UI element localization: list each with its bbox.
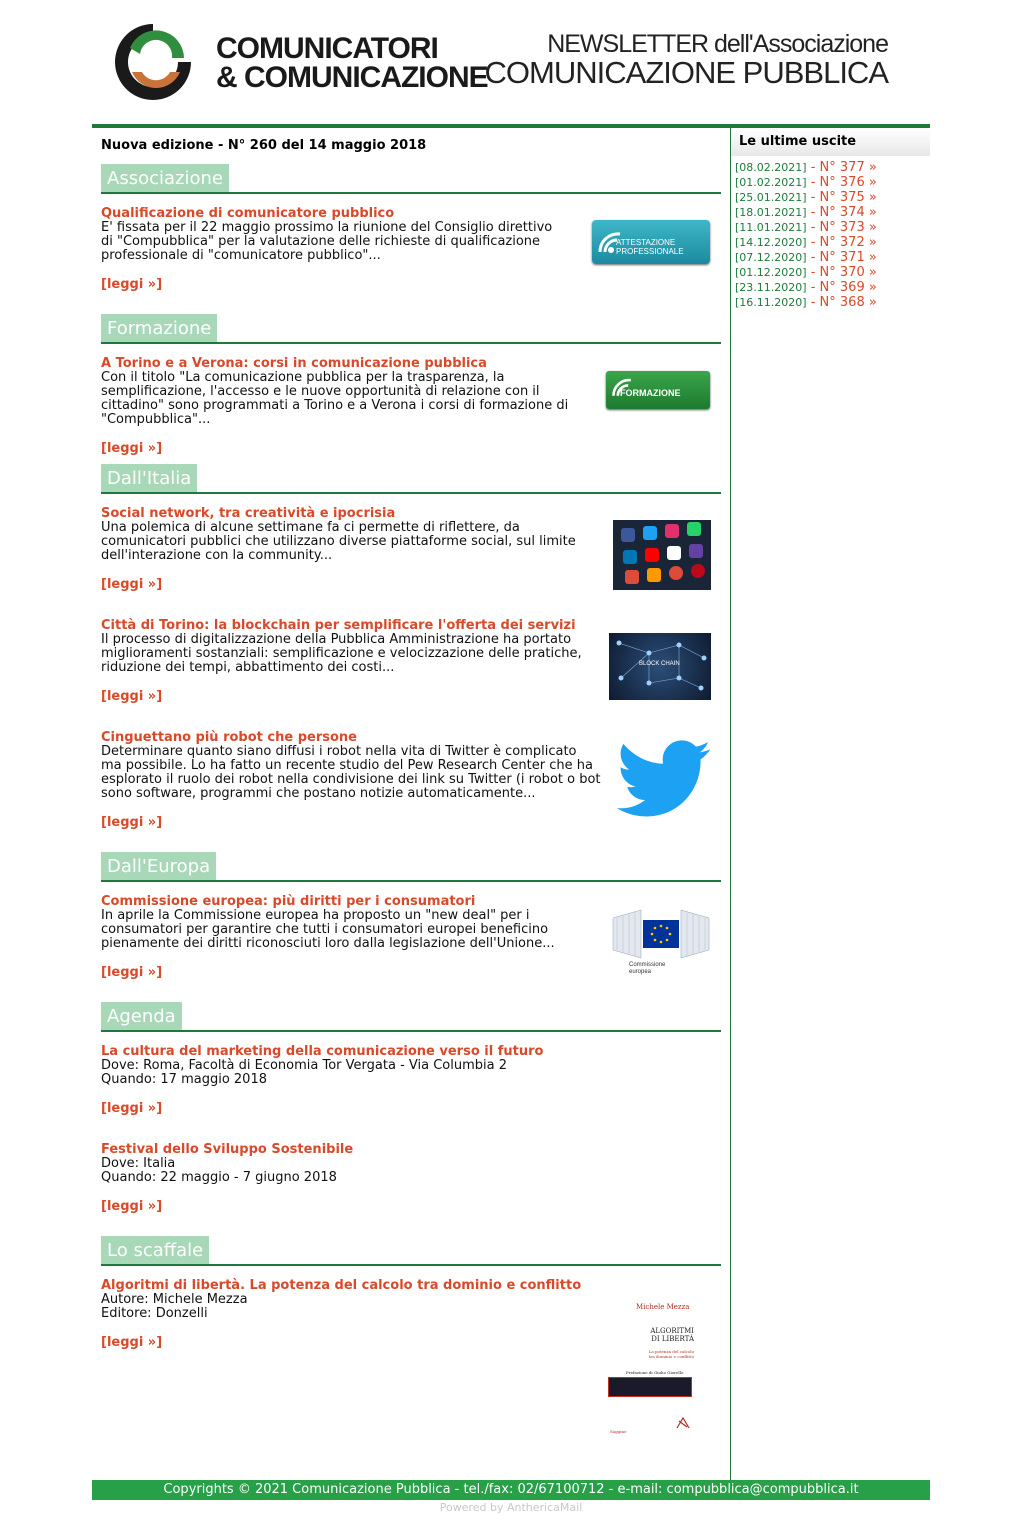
event-where: Dove: Italia bbox=[101, 1156, 176, 1171]
brand-line1: COMUNICATORI bbox=[216, 32, 438, 65]
article-summary: Determinare quanto siano diffusi i robot nella vita di Twitter è complicato ma possibile. Lo ha fatto un recente studio del Pew Research Center che ha esplorato il ruolo dei robot nella condivisione dei link su Twitter (i robot o bot sono software, programmi che postano notizie automaticamente... bbox=[101, 744, 601, 801]
issue-link[interactable]: N° 368 » bbox=[819, 295, 877, 310]
newsletter-line2: COMUNICAZIONE PUBBLICA bbox=[484, 55, 888, 90]
twitter-bird-icon[interactable] bbox=[616, 740, 711, 818]
eu-caption bbox=[629, 962, 665, 976]
section-title: Dall'Europa bbox=[101, 852, 216, 882]
read-more-link[interactable]: [leggi »] bbox=[101, 441, 163, 456]
edition-label: Nuova edizione - N° 260 del 14 maggio 2018 bbox=[101, 138, 427, 153]
read-more-link[interactable]: [leggi »] bbox=[101, 577, 163, 592]
section-rule bbox=[101, 1030, 721, 1032]
section-title: Agenda bbox=[101, 1002, 182, 1032]
section-rule bbox=[101, 342, 721, 344]
book-title-link[interactable]: Algoritmi di libertà. La potenza del calcolo tra dominio e conflitto bbox=[101, 1278, 582, 1293]
publisher-logo-icon bbox=[676, 1417, 690, 1429]
issue-separator: - bbox=[806, 250, 820, 265]
article-title-link[interactable]: A Torino e a Verona: corsi in comunicazione pubblica bbox=[101, 356, 487, 371]
issue-date: [25.01.2021] bbox=[735, 191, 807, 204]
article-title-link[interactable]: Qualificazione di comunicatore pubblico bbox=[101, 206, 395, 221]
article-title-link[interactable]: Città di Torino: la blockchain per semplificare l'offerta dei servizi bbox=[101, 618, 576, 633]
sidebar-title: Le ultime uscite bbox=[731, 128, 930, 156]
section-associazione bbox=[101, 164, 721, 196]
attestazione-badge[interactable] bbox=[592, 220, 710, 264]
issue-link[interactable]: N° 377 » bbox=[819, 160, 877, 175]
badge-label: FORMAZIONE bbox=[620, 388, 681, 398]
eu-building-icon bbox=[611, 906, 711, 962]
issue-date: [18.01.2021] bbox=[735, 206, 807, 219]
issue-date: [16.11.2020] bbox=[735, 296, 807, 309]
read-more-link[interactable]: [leggi »] bbox=[101, 1335, 163, 1350]
article-summary: Una polemica di alcune settimane fa ci permette di riflettere, da comunicatori pubblici che utilizzano diverse piattaforme social, sul limite dell'interazione con la community... bbox=[101, 520, 576, 563]
footer-copyright: Copyrights © 2021 Comunicazione Pubblica - tel./fax: 02/67100712 - e-mail: compubblica@compubblica.it bbox=[92, 1480, 930, 1500]
issue-link[interactable]: N° 375 » bbox=[819, 190, 877, 205]
read-more-link[interactable]: [leggi »] bbox=[101, 1199, 163, 1214]
issue-item bbox=[735, 205, 930, 220]
logo-icon bbox=[110, 18, 196, 110]
article-summary: Con il titolo "La comunicazione pubblica per la trasparenza, la semplificazione, l'accesso e le nuove opportunità di relazione con il cittadino" sono programmati a Torino e a Verona i corsi di formazione di "Compubblica"... bbox=[101, 370, 569, 427]
blockchain-image[interactable] bbox=[609, 633, 711, 700]
cover-title bbox=[650, 1327, 694, 1343]
event-when: Quando: 22 maggio - 7 giugno 2018 bbox=[101, 1170, 337, 1185]
issues-list bbox=[731, 160, 930, 310]
event-where: Dove: Roma, Facoltà di Economia Tor Vergata - Via Columbia 2 bbox=[101, 1058, 507, 1073]
book-cover-image[interactable] bbox=[606, 1293, 702, 1439]
article-title-link[interactable]: Social network, tra creatività e ipocrisia bbox=[101, 506, 396, 521]
issue-link[interactable]: N° 371 » bbox=[819, 250, 877, 265]
newsletter-page bbox=[92, 0, 930, 1514]
formazione-badge[interactable] bbox=[606, 371, 710, 409]
section-italia bbox=[101, 464, 721, 496]
cover-preface: Prefazione di Giulio Giorello bbox=[626, 1370, 684, 1375]
eu-commission-logo[interactable] bbox=[611, 906, 711, 980]
section-scaffale bbox=[101, 1236, 721, 1268]
article-summary: In aprile la Commissione europea ha proposto un "new deal" per i consumatori per garantire che tutti i consumatori europei beneficino pienamente dei diritti riconosciuti loro dalla legislazione dell'Unione... bbox=[101, 908, 555, 951]
main-column bbox=[92, 128, 731, 1480]
event-when: Quando: 17 maggio 2018 bbox=[101, 1072, 267, 1087]
section-formazione bbox=[101, 314, 721, 346]
issue-item bbox=[735, 160, 930, 175]
issue-item bbox=[735, 235, 930, 250]
event-marketing-comunicazione bbox=[101, 1045, 721, 1116]
issue-date: [14.12.2020] bbox=[735, 236, 807, 249]
section-rule bbox=[101, 492, 721, 494]
issue-date: [01.02.2021] bbox=[735, 176, 807, 189]
article-summary: E' fissata per il 22 maggio prossimo la riunione del Consiglio direttivo di "Compubblica" per la valutazione delle richieste di qualificazione professionale di "comunicatore pubblico"... bbox=[101, 220, 553, 263]
header bbox=[92, 0, 930, 124]
read-more-link[interactable]: [leggi »] bbox=[101, 689, 163, 704]
blockchain-label: BLOCK CHAIN bbox=[639, 661, 680, 667]
issue-separator: - bbox=[806, 220, 820, 235]
issue-item bbox=[735, 265, 930, 280]
issue-item bbox=[735, 295, 930, 310]
section-rule bbox=[101, 192, 721, 194]
issue-link[interactable]: N° 372 » bbox=[819, 235, 877, 250]
article-title-link[interactable]: Cinguettano più robot che persone bbox=[101, 730, 357, 745]
powered-by[interactable]: Powered by AnthericaMail bbox=[439, 1501, 583, 1514]
cover-author: Michele Mezza bbox=[636, 1303, 690, 1311]
article-title-link[interactable]: Commissione europea: più diritti per i consumatori bbox=[101, 894, 476, 909]
cover-subtitle-line1: La potenza del calcolo bbox=[648, 1349, 694, 1354]
article-summary: Il processo di digitalizzazione della Pubblica Amministrazione ha portato miglioramenti sostanziali: semplificazione e velocizzazione delle pratiche, riduzione dei tempi, abbattimento dei costi... bbox=[101, 632, 582, 675]
read-more-link[interactable]: [leggi »] bbox=[101, 815, 163, 830]
section-title: Dall'Italia bbox=[101, 464, 197, 494]
event-title-link[interactable]: La cultura del marketing della comunicazione verso il futuro bbox=[101, 1044, 544, 1059]
brand-line2: & COMUNICAZIONE bbox=[216, 61, 488, 94]
issue-date: [07.12.2020] bbox=[735, 251, 807, 264]
issue-date: [23.11.2020] bbox=[735, 281, 807, 294]
issue-separator: - bbox=[806, 175, 820, 190]
issue-link[interactable]: N° 374 » bbox=[819, 205, 877, 220]
event-festival-sviluppo bbox=[101, 1143, 721, 1214]
issue-item bbox=[735, 220, 930, 235]
section-title: Formazione bbox=[101, 314, 217, 344]
issue-link[interactable]: N° 369 » bbox=[819, 280, 877, 295]
issue-item bbox=[735, 250, 930, 265]
issue-separator: - bbox=[806, 280, 820, 295]
cover-series: Saggine bbox=[610, 1429, 627, 1434]
issue-separator: - bbox=[806, 235, 820, 250]
book-publisher: Editore: Donzelli bbox=[101, 1306, 208, 1321]
issue-date: [08.02.2021] bbox=[735, 161, 807, 174]
cover-subtitle-line2: tra dominio e conflitto bbox=[648, 1354, 694, 1359]
issue-separator: - bbox=[806, 160, 820, 175]
cover-title-line2: DI LIBERTÀ bbox=[651, 1335, 694, 1343]
section-rule bbox=[101, 880, 721, 882]
cover-title-line1: ALGORITMI bbox=[650, 1327, 694, 1335]
section-rule bbox=[101, 1264, 721, 1266]
section-title: Lo scaffale bbox=[101, 1236, 209, 1266]
cover-subtitle bbox=[649, 1349, 694, 1359]
issue-separator: - bbox=[806, 190, 820, 205]
section-agenda bbox=[101, 1002, 721, 1034]
section-europa bbox=[101, 852, 721, 884]
issue-item bbox=[735, 280, 930, 295]
book-author: Autore: Michele Mezza bbox=[101, 1292, 248, 1307]
issue-date: [11.01.2021] bbox=[735, 221, 807, 234]
issue-item bbox=[735, 175, 930, 190]
issue-separator: - bbox=[806, 205, 820, 220]
read-more-link[interactable]: [leggi »] bbox=[101, 965, 163, 980]
event-title-link[interactable]: Festival dello Sviluppo Sostenibile bbox=[101, 1142, 354, 1157]
issue-link[interactable]: N° 373 » bbox=[819, 220, 877, 235]
social-apps-image[interactable] bbox=[613, 520, 711, 590]
brand-name bbox=[216, 34, 488, 92]
section-title: Associazione bbox=[101, 164, 229, 194]
eu-caption-line1: Commissione bbox=[629, 962, 666, 968]
issue-item bbox=[735, 190, 930, 205]
newsletter-title bbox=[485, 30, 888, 89]
eu-caption-line2: europea bbox=[629, 969, 652, 975]
badge-label: ATTESTAZIONE PROFESSIONALE bbox=[616, 238, 684, 256]
issue-link[interactable]: N° 376 » bbox=[819, 175, 877, 190]
sidebar bbox=[731, 128, 930, 310]
read-more-link[interactable]: [leggi »] bbox=[101, 1101, 163, 1116]
issue-separator: - bbox=[806, 265, 820, 280]
issue-separator: - bbox=[806, 295, 820, 310]
newsletter-line1: NEWSLETTER dell'Associazione bbox=[547, 30, 888, 58]
read-more-link[interactable]: [leggi »] bbox=[101, 277, 163, 292]
issue-date: [01.12.2020] bbox=[735, 266, 807, 279]
cover-graphic bbox=[608, 1377, 692, 1397]
issue-link[interactable]: N° 370 » bbox=[819, 265, 877, 280]
